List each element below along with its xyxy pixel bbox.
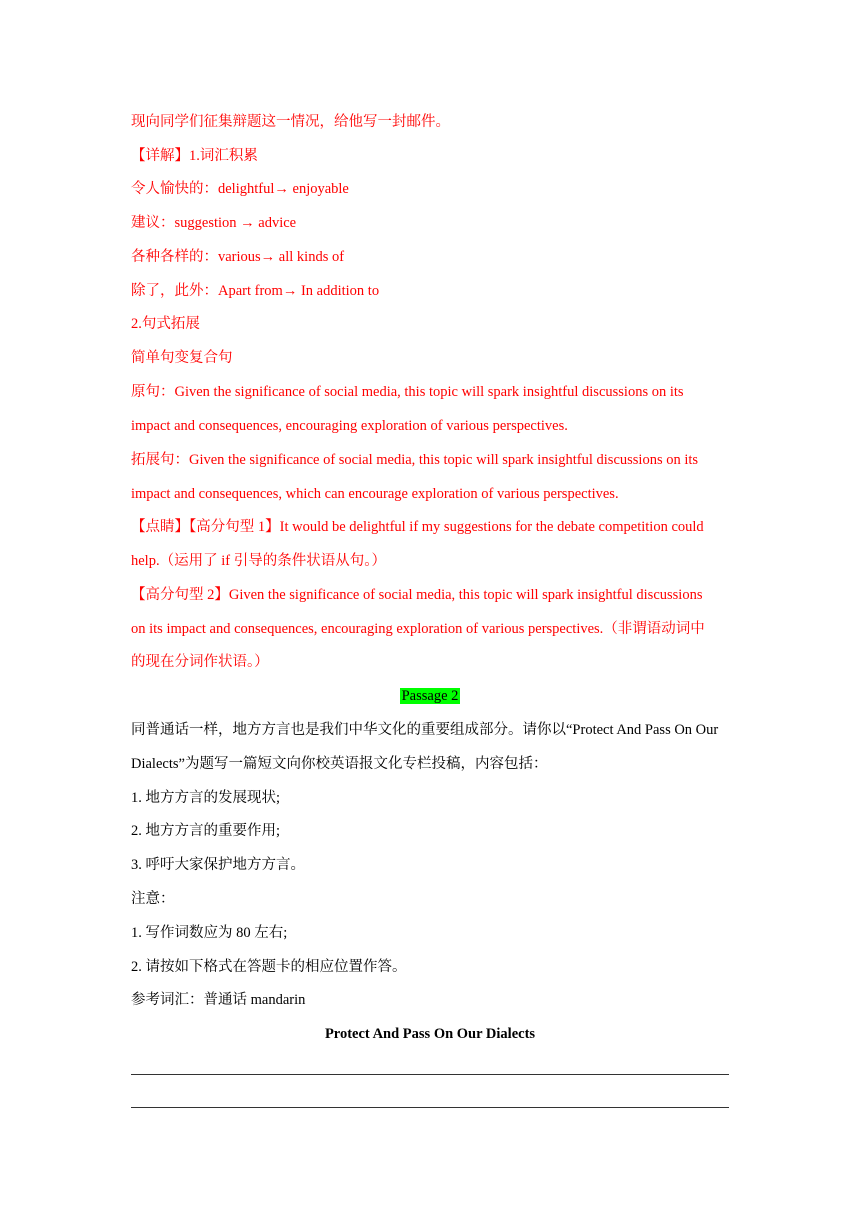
intro-line: 现向同学们征集辩题这一情况，给他写一封邮件。	[131, 114, 450, 130]
vocab-item: 除了，此外：Apart from→ In addition to	[131, 283, 380, 299]
content-point: 1. 地方方言的发展现状;	[131, 790, 281, 806]
original-sentence-line: impact and consequences, encouraging exploration of various perspectives.	[131, 418, 568, 434]
answer-line	[131, 1107, 729, 1108]
tip1-line: 【点睛】【高分句型 1】It would be delightful if my suggestions for the debate competition could	[131, 519, 704, 535]
tip2-line: on its impact and consequences, encouraging exploration of various perspectives.（非谓语动词中	[131, 621, 705, 637]
essay-title: Protect And Pass On Our Dialects	[324, 1026, 536, 1042]
expanded-sentence-line: 拓展句：Given the significance of social media, this topic will spark insightful discussions on its	[131, 452, 699, 468]
original-sentence-line: 原句：Given the significance of social media, this topic will spark insightful discussions on its	[131, 384, 684, 400]
content-point: 2. 地方方言的重要作用;	[131, 823, 281, 839]
prompt-line: 同普通话一样，地方方言也是我们中华文化的重要组成部分。请你以“Protect And Pass On Our	[131, 722, 719, 738]
tip2-line: 的现在分词作状语。）	[131, 654, 269, 670]
vocab-item: 各种各样的：various→ all kinds of	[131, 249, 345, 265]
tip1-line: help.（运用了 if 引导的条件状语从句。）	[131, 553, 386, 569]
sentence-heading: 2.句式拓展	[131, 316, 200, 332]
sentence-subheading: 简单句变复合句	[131, 350, 233, 366]
answer-line	[131, 1074, 729, 1075]
note-item: 2. 请按如下格式在答题卡的相应位置作答。	[131, 959, 407, 975]
passage-label-row	[0, 686, 860, 706]
vocab-reference: 参考词汇：普通话 mandarin	[131, 992, 306, 1008]
prompt-line: Dialects”为题写一篇短文向你校英语报文化专栏投稿，内容包括：	[131, 756, 548, 772]
tip2-line: 【高分句型 2】Given the significance of social media, this topic will spark insightful discussions	[131, 587, 703, 603]
expanded-sentence-line: impact and consequences, which can encourage exploration of various perspectives.	[131, 486, 619, 502]
passage-label: Passage 2	[401, 688, 459, 704]
notes-heading: 注意：	[131, 891, 175, 907]
vocab-item: 令人愉快的：delightful→ enjoyable	[131, 181, 349, 197]
note-item: 1. 写作词数应为 80 左右;	[131, 925, 288, 941]
vocab-item: 建议：suggestion → advice	[131, 215, 297, 231]
detail-heading: 【详解】1.词汇积累	[131, 148, 258, 164]
content-point: 3. 呼吁大家保护地方方言。	[131, 857, 305, 873]
